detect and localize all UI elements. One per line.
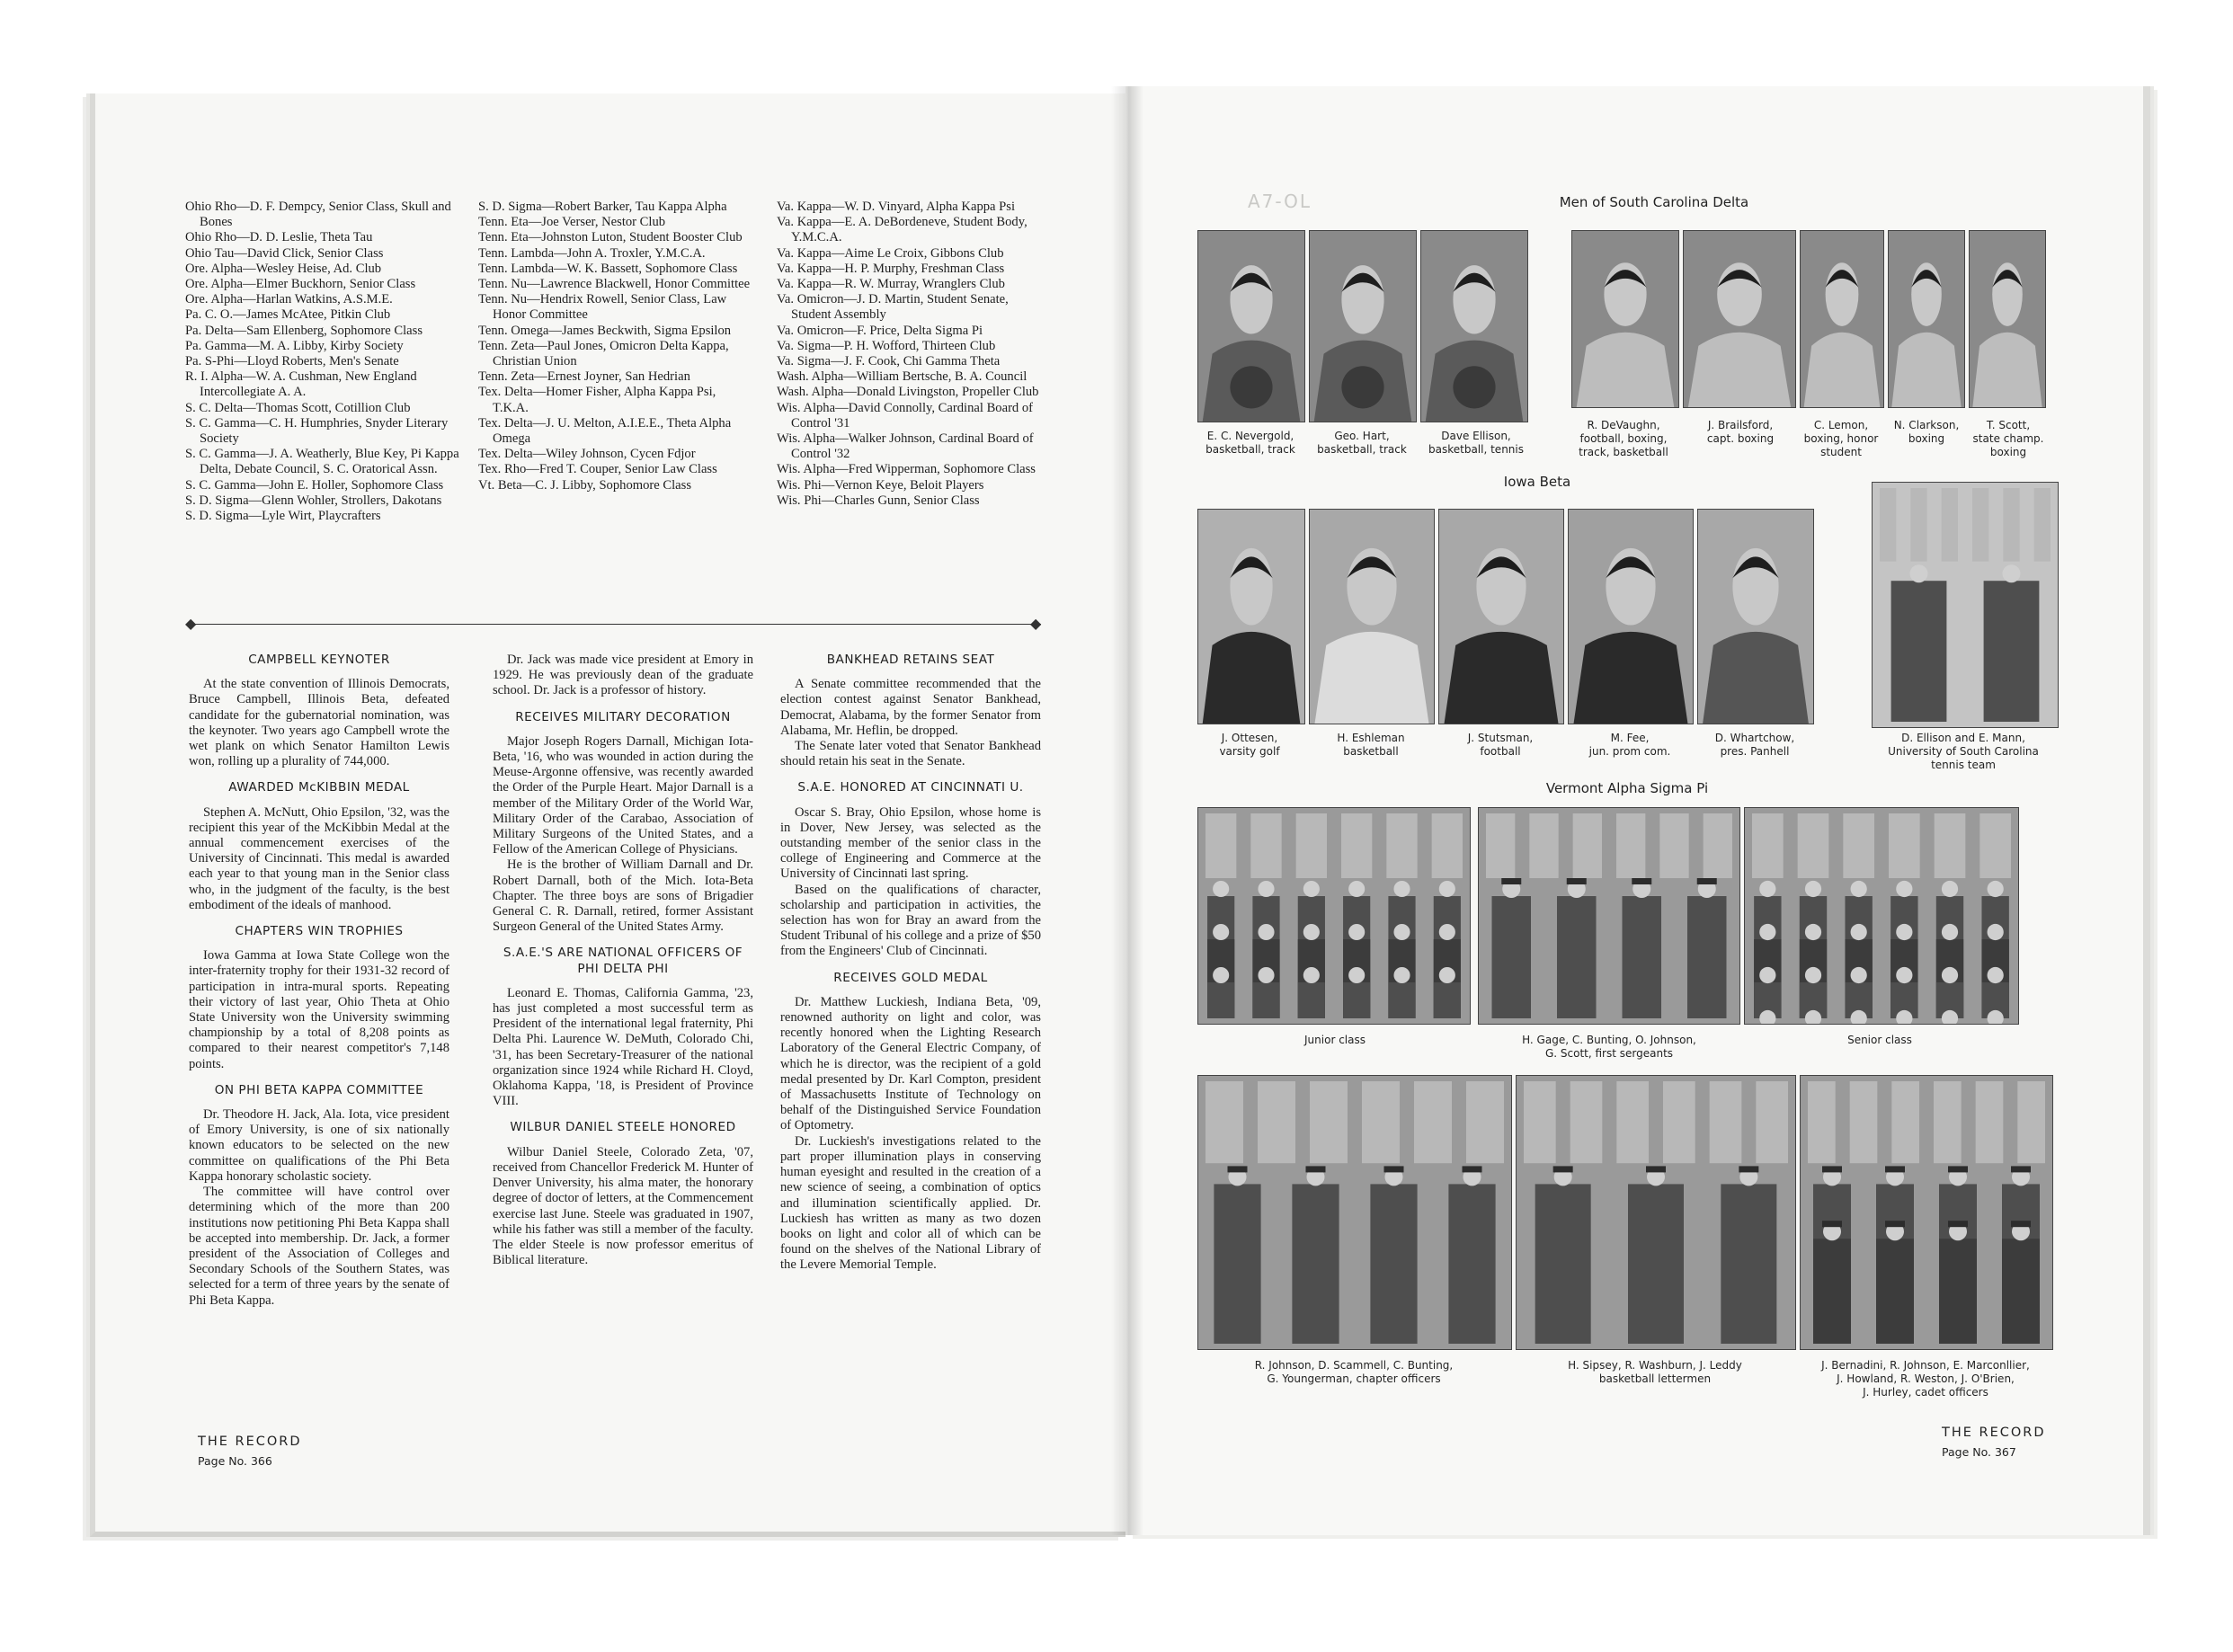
honors-list-item: Tex. Delta—Wiley Johnson, Cycen Fdjor (478, 447, 696, 462)
vermont-heading: Vermont Alpha Sigma Pi (1545, 780, 1709, 796)
article-headline: CHAPTERS WIN TROPHIES (235, 924, 404, 939)
divider-ornament-right: ◆ (1030, 617, 1042, 632)
honors-list-item: Ore. Alpha—Elmer Buckhorn, Senior Class (185, 277, 416, 292)
honors-list-item: S. C. Gamma—John E. Holler, Sophomore Class (185, 477, 444, 493)
article-paragraph: Iowa Gamma at Iowa State College won the inter-fraternity trophy for their 1931-32 record of participation in intra-mural sports. Repeating their victory of last year, Ohio Theta at Ohio State University won the University swimming championship by a total of 8,208 points as compared to their nearest competitor's 7,148 points. (189, 948, 449, 1071)
honors-list-item: Va. Sigma—J. F. Cook, Chi Gamma Theta (777, 354, 1001, 369)
honors-list-item: Tenn. Nu—Lawrence Blackwell, Honor Committee (478, 277, 751, 292)
honors-list-item: Wash. Alpha—Donald Livingston, Propeller Club (777, 385, 1039, 400)
honors-list-item: Va. Kappa—Aime Le Croix, Gibbons Club (777, 245, 1004, 261)
honors-list-item: S. C. Gamma—J. A. Weatherly, Blue Key, Pi Kappa Delta, Debate Council, S. C. Oratorical Assn. (185, 447, 459, 477)
photo-caption: T. Scott, state champ. boxing (1972, 419, 2044, 458)
honors-list-item: Wis. Phi—Charles Gunn, Senior Class (777, 493, 980, 508)
photo-caption: N. Clarkson, boxing (1893, 419, 1960, 445)
photo-caption: D. Whartchow, pres. Panhell (1714, 732, 1795, 758)
right-page-footer (1942, 1426, 2046, 1459)
honors-list-item: Va. Sigma—P. H. Wofford, Thirteen Club (777, 338, 996, 353)
faint-stamp-text: A7-OL (1248, 191, 1312, 212)
honors-list-item: Tenn. Zeta—Ernest Joyner, San Hedrian (478, 369, 690, 385)
boxer-photo (1683, 230, 1796, 408)
honors-list-item: Tex. Delta—Homer Fisher, Alpha Kappa Psi, T.K.A. (478, 385, 716, 415)
photo-caption: R. DeVaughn, football, boxing, track, basketball (1579, 419, 1668, 458)
honors-list-item: Ore. Alpha—Wesley Heise, Ad. Club (185, 261, 382, 276)
honors-list-item: Pa. S-Phi—Lloyd Roberts, Men's Senate (185, 354, 399, 369)
article-headline: CAMPBELL KEYNOTER (248, 653, 390, 667)
honors-list-item: S. D. Sigma—Glenn Wohler, Strollers, Dakotans (185, 493, 442, 508)
honors-list-item: Va. Kappa—W. D. Vinyard, Alpha Kappa Psi (777, 200, 1016, 214)
photo-caption: Senior class (1847, 1034, 1912, 1046)
basketball-lettermen-photo (1516, 1075, 1796, 1350)
article-paragraph: Dr. Jack was made vice president at Emory in 1929. He was previously dean of the graduate school. Dr. Jack is a professor of history. (493, 653, 753, 698)
honors-list-item: Ohio Tau—David Click, Senior Class (185, 245, 384, 261)
article-paragraph: The Senate later voted that Senator Bankhead should retain his seat in the Senate. (780, 739, 1041, 769)
article-headline: RECEIVES MILITARY DECORATION (515, 709, 731, 724)
honors-list-item: Tenn. Omega—James Beckwith, Sigma Epsilon (478, 323, 732, 338)
honors-list-item: R. I. Alpha—W. A. Cushman, New England Intercollegiate A. A. (185, 369, 417, 400)
honors-list-column-1 (185, 200, 460, 524)
magazine-title: THE RECORD (1942, 1426, 2046, 1440)
honors-list-item: Wash. Alpha—William Bertsche, B. A. Council (777, 369, 1028, 385)
article-paragraph: Based on the qualifications of character, scholarship and participation in activities, the selection has won for Bray an award from the Student Tribunal of his college and a prize of $50 from the Engineers' Club of Cincinnati. (780, 882, 1041, 959)
article-headline: AWARDED McKIBBIN MEDAL (228, 780, 410, 795)
magazine-title: THE RECORD (198, 1434, 302, 1449)
honors-list-column-2 (478, 200, 753, 493)
honors-list-item: Wis. Phi—Vernon Keye, Beloit Players (777, 477, 984, 493)
honors-list-item: Tenn. Lambda—W. K. Bassett, Sophomore Class (478, 261, 738, 276)
article-paragraph: Dr. Matthew Luckiesh, Indiana Beta, '09, renowned authority on light and color, was recently honored when the Lighting Research Laboratory of the General Electric Company, of which he is director, was the recipient of a gold medal presented by Dr. Karl Compton, president of Massachusetts Institute of Technology on behalf of the Distinguished Service Foundation of Optometry. (780, 994, 1041, 1133)
boxer-photo (1888, 230, 1965, 408)
article-paragraph: A Senate committee recommended that the election contest against Senator Bankhead, Democrat, Alabama, by the former Senator from Alabama, Mr. Heflin, be dropped. (780, 677, 1041, 738)
boxer-photo (1969, 230, 2046, 408)
honors-list-item: Va. Omicron—J. D. Martin, Student Senate, Student Assembly (777, 292, 1009, 323)
basketball-player-photo (1197, 230, 1305, 422)
honors-list-item: Tenn. Nu—Hendrix Rowell, Senior Class, Law Honor Committee (478, 292, 727, 323)
photo-caption: M. Fee, jun. prom com. (1588, 732, 1671, 758)
left-page-footer (198, 1434, 302, 1468)
photo-caption: Geo. Hart, basketball, track (1317, 430, 1407, 456)
iowa-beta-heading: Iowa Beta (1503, 474, 1571, 490)
photo-caption: H. Gage, C. Bunting, O. Johnson, G. Scott, first sergeants (1522, 1034, 1696, 1060)
photo-caption: R. Johnson, D. Scammell, C. Bunting, G. Youngerman, chapter officers (1254, 1359, 1454, 1385)
page-number: Page No. 366 (198, 1454, 272, 1468)
article-paragraph: Stephen A. McNutt, Ohio Epsilon, '32, was the recipient this year of the McKibbin Medal at the annual commencement exercises of the University of Cincinnati. This medal is awarded each year to that young man in the Senior class who, in the judgment of the faculty, is the best embodiment of the ideals of manhood. (189, 804, 449, 912)
article-paragraph: The committee will have control over determining which of the more than 200 institutions now petitioning Phi Beta Kappa shall be accepted into membership. Dr. Jack, a former president of the Association of Colleges and Secondary Schools of the Southern States, was selected for a term of three years by the senate of Phi Beta Kappa. (189, 1185, 449, 1308)
basketball-player-photo (1420, 230, 1528, 422)
article-paragraph: He is the brother of William Darnall and Dr. Robert Darnall, both of the Mich. Iota-Beta Chapter. The three boys are sons of Brigadier General C. R. Darnall, retired, former Assistant Surgeon General of the United States Army. (493, 857, 753, 935)
chapter-officers-photo (1197, 1075, 1512, 1350)
photo-caption: E. C. Nevergold, basketball, track (1205, 430, 1295, 456)
boxer-photo (1571, 230, 1679, 408)
tennis-team-photo (1872, 482, 2059, 728)
cadet-officers-photo (1800, 1075, 2053, 1350)
honors-list-item: Tex. Delta—J. U. Melton, A.I.E.E., Theta Alpha Omega (478, 415, 732, 447)
honors-list-item: Vt. Beta—C. J. Libby, Sophomore Class (478, 477, 692, 493)
honors-list-item: S. C. Delta—Thomas Scott, Cotillion Club (185, 400, 411, 415)
photo-caption: J. Bernadini, R. Johnson, E. Marconllier, J. Howland, R. Weston, J. O'Brien, J. Hurley, cadet officers (1821, 1359, 2030, 1399)
honors-list-item: S. D. Sigma—Robert Barker, Tau Kappa Alpha (478, 200, 727, 214)
article-paragraph: Oscar S. Bray, Ohio Epsilon, whose home is in Dover, New Jersey, was selected as the outstanding member of the senior class in the college of Engineering and Commerce at the University of Cincinnati last spring. (780, 804, 1041, 882)
honors-list-item: Ohio Rho—D. D. Leslie, Theta Tau (185, 230, 373, 245)
basketball-player-photo (1309, 230, 1417, 422)
article-headline: BANKHEAD RETAINS SEAT (826, 653, 995, 667)
portrait-photo (1697, 509, 1814, 724)
honors-list-item: Ohio Rho—D. F. Dempcy, Senior Class, Skull and Bones (185, 200, 451, 230)
section-divider-rule (189, 624, 1041, 625)
honors-list-item: Tenn. Eta—Joe Verser, Nestor Club (478, 215, 666, 230)
photo-caption: H. Eshleman basketball (1337, 732, 1405, 758)
honors-list-item: Ore. Alpha—Harlan Watkins, A.S.M.E. (185, 292, 393, 307)
portrait-photo (1438, 509, 1564, 724)
honors-list-item: Va. Kappa—E. A. DeBordeneve, Student Body, Y.M.C.A. (777, 215, 1028, 245)
honors-list-item: Tex. Rho—Fred T. Couper, Senior Law Class (478, 462, 717, 477)
photo-caption: H. Sipsey, R. Washburn, J. Leddy basketball lettermen (1568, 1359, 1742, 1385)
photo-caption: J. Ottesen, varsity golf (1219, 732, 1280, 758)
news-column-1 (189, 653, 449, 1309)
photo-caption: Junior class (1304, 1034, 1366, 1046)
honors-list-item: Pa. C. O.—James McAtee, Pitkin Club (185, 307, 391, 323)
article-paragraph: Major Joseph Rogers Darnall, Michigan Iota-Beta, '16, who was wounded in action during the Meuse-Argonne offensive, was recently awarded the Order of the Purple Heart. Major Darnall is a member of the Military Order of the World War, Military Order of the Carabao, Association of Military Surgeons of the United States, and a Fellow of the American College of Physicians. (493, 733, 753, 857)
boxer-photo (1800, 230, 1884, 408)
junior-class-photo (1197, 807, 1471, 1025)
page-number: Page No. 367 (1942, 1445, 2016, 1459)
senior-class-photo (1744, 807, 2019, 1025)
photo-caption: Dave Ellison, basketball, tennis (1428, 430, 1524, 456)
honors-list-item: S. C. Gamma—C. H. Humphries, Snyder Literary Society (185, 415, 449, 447)
article-paragraph: Dr. Luckiesh's investigations related to the part proper illumination plays in conserving human eyesight and resulted in the creation of a new science of seeing, a combination of optics and illumination scientifically applied. Dr. Luckiesh has written as many as two dozen books on light and color all of which can be found on the shelves of the National Library of the Levere Memorial Temple. (780, 1133, 1041, 1273)
honors-list-item: Va. Kappa—R. W. Murray, Wranglers Club (777, 277, 1005, 292)
honors-list-item: Wis. Alpha—Fred Wipperman, Sophomore Class (777, 462, 1036, 477)
honors-list-item: Tenn. Eta—Johnston Luton, Student Booster Club (478, 230, 743, 245)
honors-list-column-3 (777, 200, 1048, 509)
honors-list-item: Pa. Gamma—M. A. Libby, Kirby Society (185, 338, 404, 353)
article-paragraph: Wilbur Daniel Steele, Colorado Zeta, '07, received from Chancellor Frederick M. Hunter of Denver University, his alma mater, the honorary degree of doctor of letters, at the Commencement exercise last June. Steele was graduated in 1907, while his father was still a member of the faculty. The elder Steele is now professor emeritus of Biblical literature. (493, 1144, 753, 1268)
honors-list-item: Tenn. Zeta—Paul Jones, Omicron Delta Kappa, Christian Union (478, 338, 729, 369)
news-column-3 (780, 653, 1041, 1274)
honors-list-item: Va. Kappa—H. P. Murphy, Freshman Class (777, 261, 1005, 276)
portrait-photo (1197, 509, 1305, 724)
book-gutter (1111, 86, 1143, 1535)
article-headline: S.A.E.'S ARE NATIONAL OFFICERS OF PHI DELTA PHI (503, 946, 743, 976)
article-paragraph: Leonard E. Thomas, California Gamma, '23, has just completed a most successful term as President of the international legal fraternity, Phi Delta Phi. Laurence W. DeMuth, Colorado Chi, '31, has been Secretary-Treasurer of the national organization since 1924 while Richard H. Cloyd, Oklahoma Kappa, '18, is President of Province VIII. (493, 985, 753, 1109)
first-sergeants-photo (1478, 807, 1740, 1025)
article-paragraph: Dr. Theodore H. Jack, Ala. Iota, vice president of Emory University, is one of six nationally known educators to be selected on the new committee on qualifications of the Phi Beta Kappa honorary scholastic society. (189, 1107, 449, 1184)
south-carolina-heading: Men of South Carolina Delta (1559, 194, 1749, 210)
article-paragraph: At the state convention of Illinois Democrats, Bruce Campbell, Illinois Beta, defeated candidate for the gubernatorial nomination, was the keynoter. Two years ago Campbell wrote the wet plank on which Senator Hamilton Lewis won, rolling up a plurality of 744,000. (189, 677, 449, 769)
portrait-photo (1568, 509, 1694, 724)
photo-caption: D. Ellison and E. Mann, University of South Carolina tennis team (1888, 732, 2039, 771)
portrait-photo (1309, 509, 1435, 724)
honors-list-item: S. D. Sigma—Lyle Wirt, Playcrafters (185, 509, 381, 524)
honors-list-item: Wis. Alpha—Walker Johnson, Cardinal Board of Control '32 (777, 431, 1034, 462)
photo-caption: J. Stutsman, football (1467, 732, 1534, 758)
honors-list-item: Tenn. Lambda—John A. Troxler, Y.M.C.A. (478, 245, 706, 261)
divider-ornament-left: ◆ (185, 617, 197, 632)
honors-list-item: Wis. Alpha—David Connolly, Cardinal Board of Control '31 (777, 400, 1034, 431)
honors-list-item: Pa. Delta—Sam Ellenberg, Sophomore Class (185, 323, 423, 338)
article-headline: ON PHI BETA KAPPA COMMITTEE (214, 1082, 424, 1097)
honors-list-item: Va. Omicron—F. Price, Delta Sigma Pi (777, 323, 983, 338)
article-headline: S.A.E. HONORED AT CINCINNATI U. (797, 780, 1024, 795)
article-headline: WILBUR DANIEL STEELE HONORED (510, 1120, 736, 1135)
photo-caption: J. Brailsford, capt. boxing (1706, 419, 1775, 445)
photo-caption: C. Lemon, boxing, honor student (1803, 419, 1879, 458)
article-headline: RECEIVES GOLD MEDAL (833, 970, 988, 985)
news-column-2 (493, 653, 753, 1268)
